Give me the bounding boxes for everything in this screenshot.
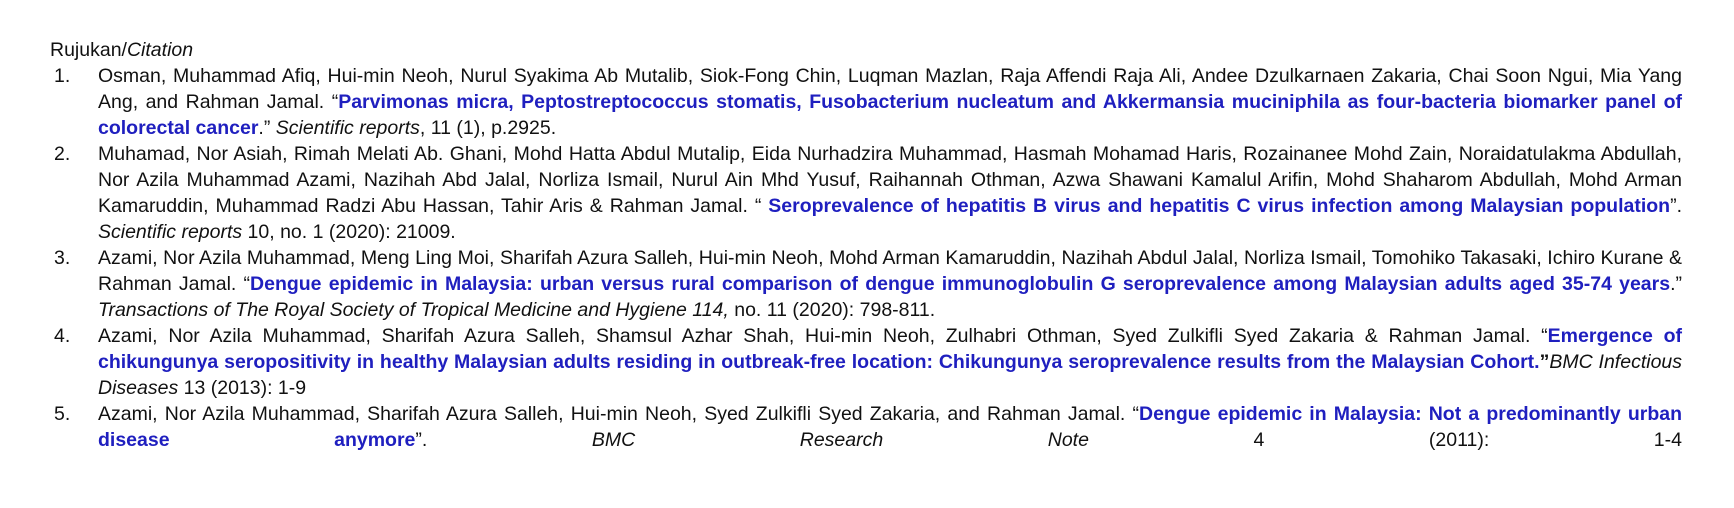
reference-journal: BMC Infectious Diseases xyxy=(98,351,1683,399)
reference-journal: Transactions of The Royal Society of Tropical Medicine and Hygiene 114, xyxy=(98,299,729,321)
reference-number: 1. xyxy=(54,65,71,87)
reference-number: 4. xyxy=(54,325,71,347)
reference-details: no. 11 (2020): 798-811. xyxy=(728,299,936,321)
reference-authors: Osman, Muhammad Afiq, Hui-min Neoh, Nurul Syakima Ab Mutalib, Siok-Fong Chin, Luqman Mazlan, Raja Affendi Raja Ali, Andee Dzulkarnaen Zakaria, Chai Soon Ngui, Mia Yang Ang, and Rahman Jamal. “ xyxy=(98,65,1682,113)
reference-title-link[interactable]: Parvimonas micra, Peptostreptococcus stomatis, Fusobacterium nucleatum and Akkermansia muciniphila as four-bacteria biomarker panel of colorectal cancer xyxy=(98,91,1682,139)
reference-item xyxy=(50,245,1682,323)
reference-details: 13 (2013): 1-9 xyxy=(178,377,307,399)
reference-punctuation: .” xyxy=(1670,273,1683,295)
reference-number: 5. xyxy=(54,403,71,425)
reference-details: 10, no. 1 (2020): 21009. xyxy=(242,221,456,243)
reference-title-link[interactable]: Dengue epidemic in Malaysia: Not a predominantly urban disease anymore xyxy=(98,403,1683,451)
reference-item xyxy=(50,401,1682,453)
reference-authors: Azami, Nor Azila Muhammad, Sharifah Azura Salleh, Hui-min Neoh, Syed Zulkifli Syed Zakaria, and Rahman Jamal. “ xyxy=(98,403,1139,425)
citation-heading xyxy=(50,37,1682,63)
reference-details: , 11 (1), p.2925. xyxy=(419,117,557,139)
reference-title-link[interactable]: Emergence of chikungunya seropositivity in healthy Malaysian adults residing in outbreak-free location: Chikungunya seroprevalence results from the Malaysian Cohort. xyxy=(98,325,1682,373)
reference-item xyxy=(50,63,1682,141)
citation-section xyxy=(50,37,1682,453)
citation-heading-label: Rujukan/ xyxy=(50,39,127,61)
reference-punctuation: .” xyxy=(258,117,276,139)
reference-details: 4 (2011): 1-4 xyxy=(1088,429,1682,451)
reference-item xyxy=(50,323,1682,401)
reference-authors: Azami, Nor Azila Muhammad, Sharifah Azura Salleh, Shamsul Azhar Shah, Hui-min Neoh, Zulhabri Othman, Syed Zulkifli Syed Zakaria & Rahman Jamal. “ xyxy=(98,325,1548,347)
reference-list xyxy=(50,63,1682,453)
citation-heading-italic: Citation xyxy=(126,39,194,61)
reference-punctuation: ”. xyxy=(1670,195,1682,217)
reference-journal: BMC Research Note xyxy=(591,429,1089,451)
reference-punctuation: ” xyxy=(1539,351,1550,373)
reference-number: 3. xyxy=(54,247,71,269)
reference-item xyxy=(50,141,1682,245)
reference-title-link[interactable]: Seroprevalence of hepatitis B virus and hepatitis C virus infection among Malaysian population xyxy=(768,195,1671,217)
reference-journal: Scientific reports xyxy=(98,221,243,243)
reference-authors: Azami, Nor Azila Muhammad, Meng Ling Moi, Sharifah Azura Salleh, Hui-min Neoh, Mohd Arman Kamaruddin, Nazihah Abdul Jalal, Norliza Ismail, Tomohiko Takasaki, Ichiro Kurane & Rahman Jamal. “ xyxy=(98,247,1682,295)
reference-journal: Scientific reports xyxy=(275,117,420,139)
reference-number: 2. xyxy=(54,143,71,165)
reference-title-link[interactable]: Dengue epidemic in Malaysia: urban versus rural comparison of dengue immunoglobulin G seroprevalence among Malaysian adults aged 35-74 years xyxy=(250,273,1671,295)
reference-authors: Muhamad, Nor Asiah, Rimah Melati Ab. Ghani, Mohd Hatta Abdul Mutalip, Eida Nurhadzira Muhammad, Hasmah Mohamad Haris, Rozainanee Mohd Zain, Noraidatulakma Abdullah, Nor Azila Muhammad Azami, Nazihah Abd Jalal, Norliza Ismail, Nurul Ain Mhd Yusuf, Raihannah Othman, Azwa Shawani Kamalul Arifin, Mohd Shaharom Abdullah, Mohd Arman Kamaruddin, Muhammad Radzi Abu Hassan, Tahir Aris & Rahman Jamal. “ xyxy=(98,143,1682,217)
reference-punctuation: ”. xyxy=(415,429,592,451)
